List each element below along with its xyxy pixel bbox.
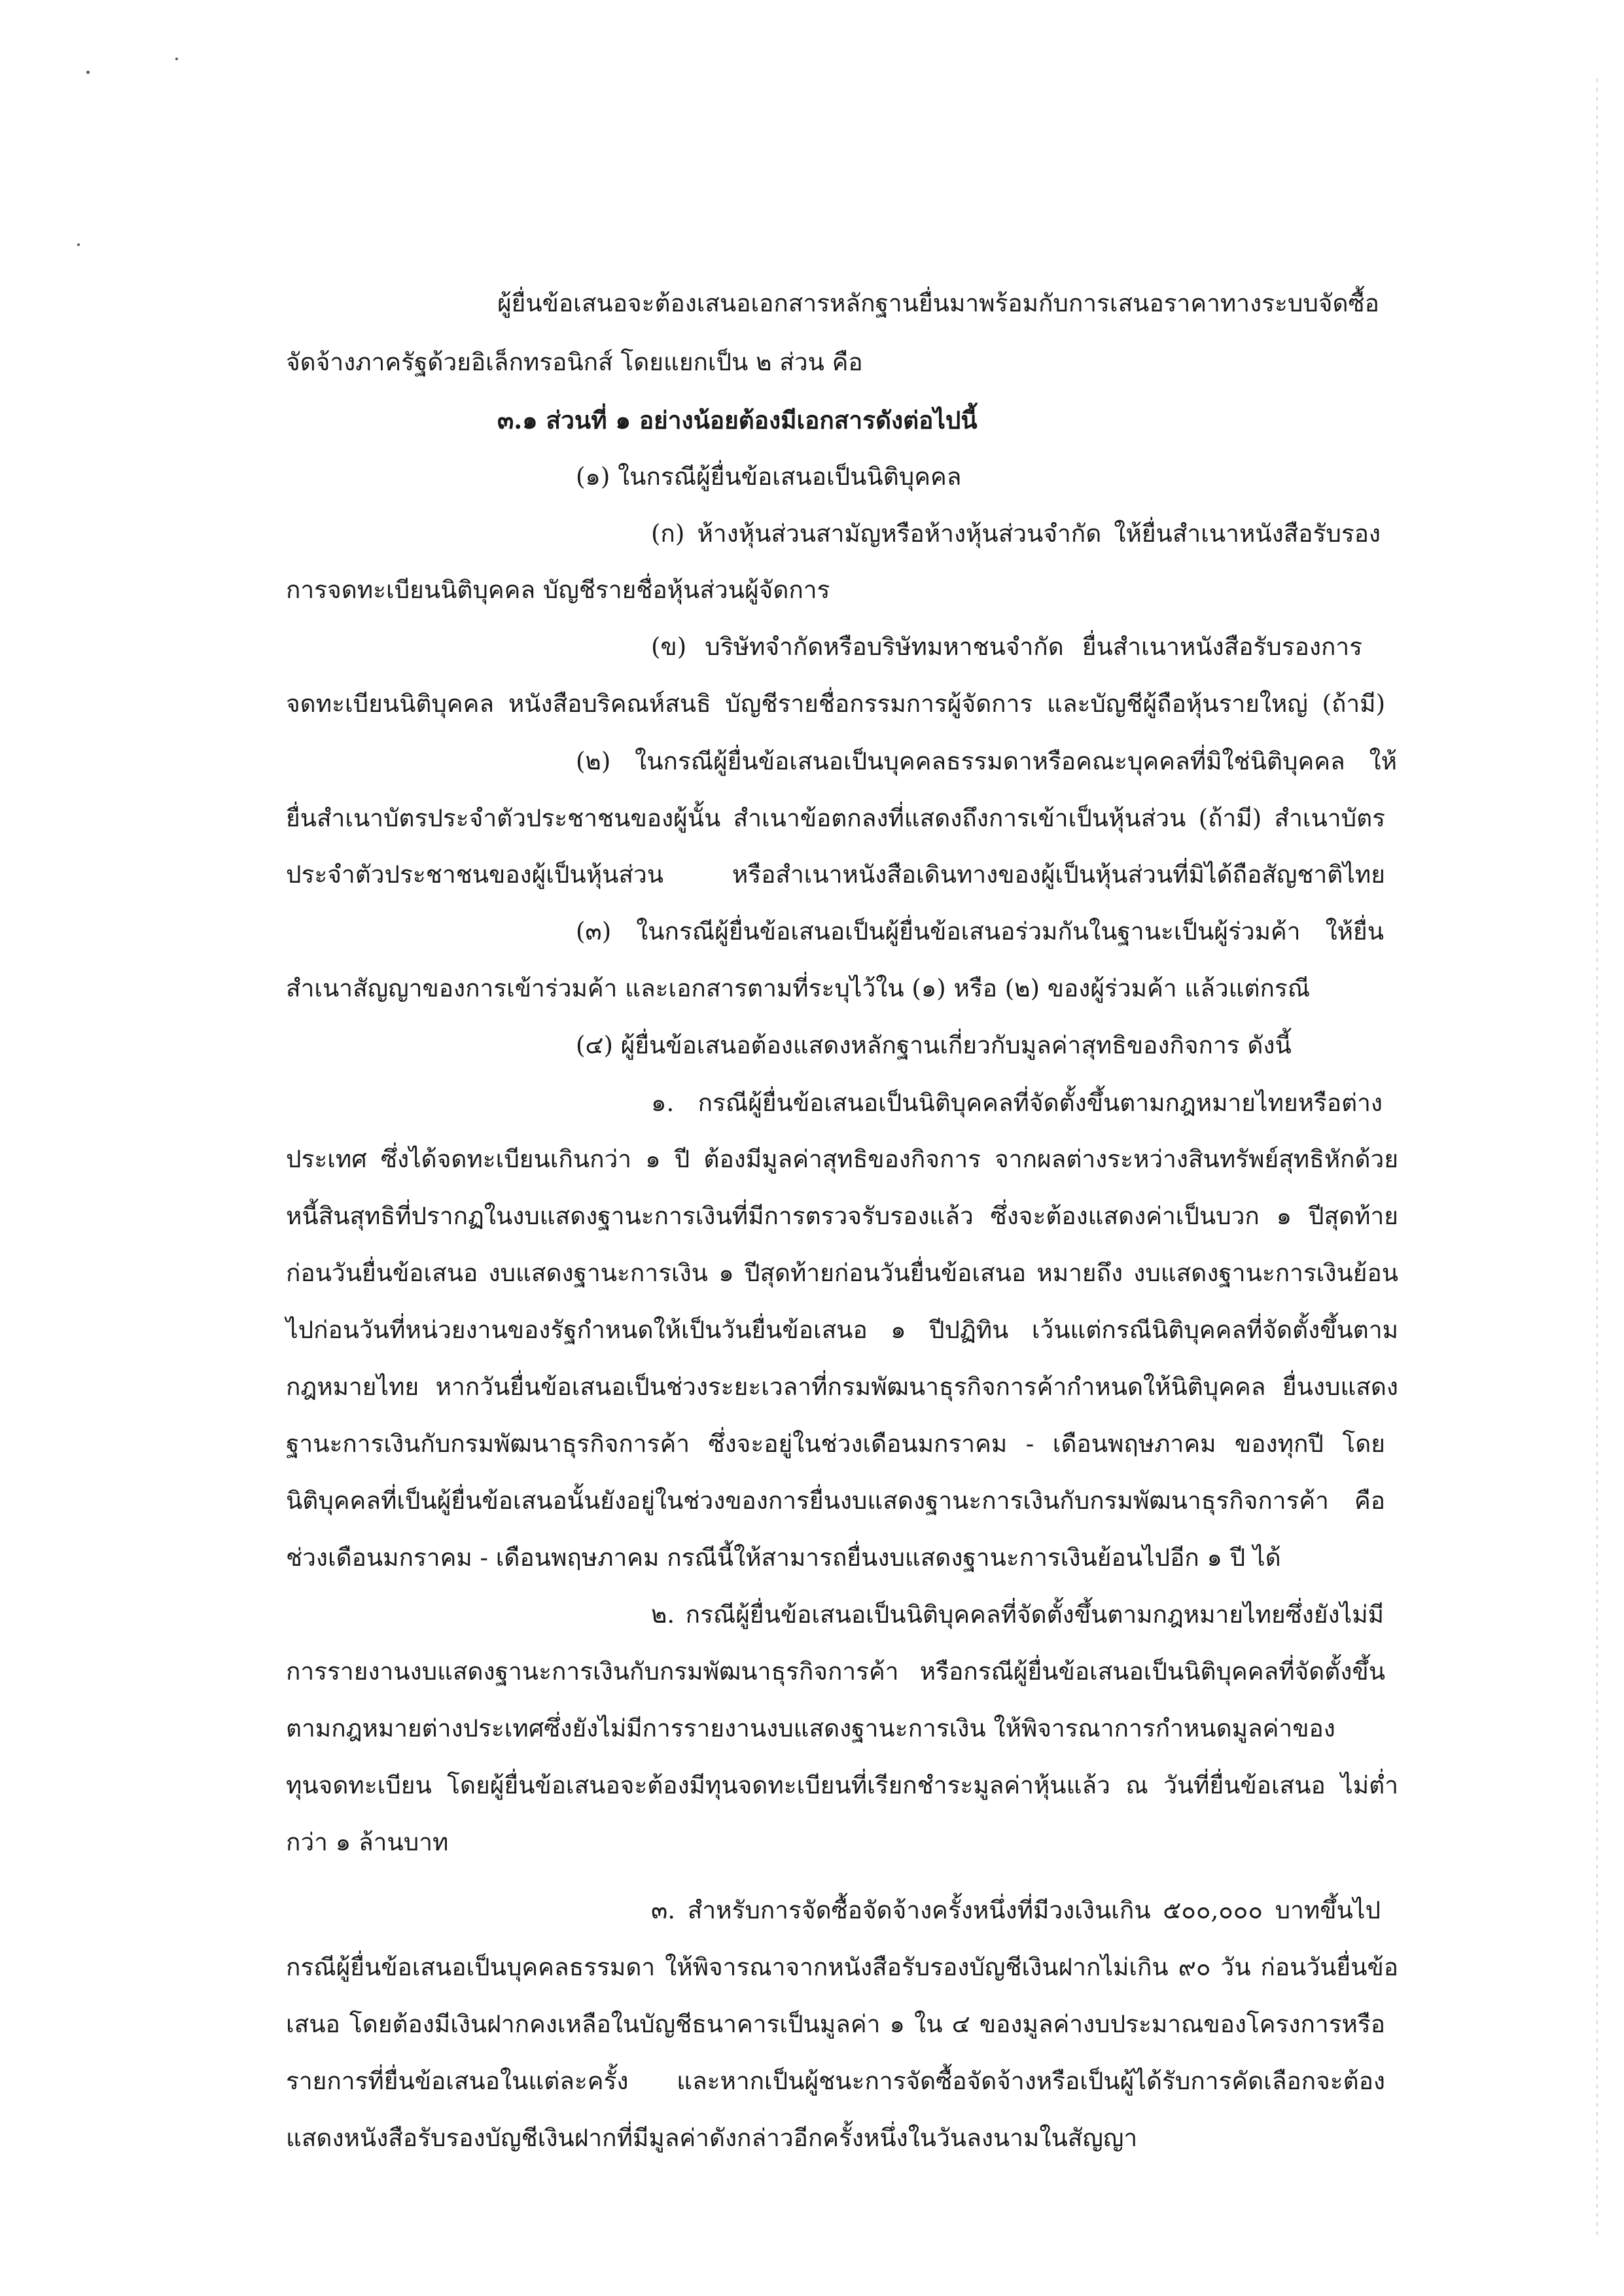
item-3-line-2: สำเนาสัญญาของการเข้าร่วมค้า และเอกสารตามที่ระบุไว้ใน (๑) หรือ (๒) ของผู้ร่วมค้า แล้วแต่กรณี (286, 974, 1311, 1002)
item-4-2-line-2: การรายงานงบแสดงฐานะการเงินกับกรมพัฒนาธุรกิจการค้า หรือกรณีผู้ยื่นข้อเสนอเป็นนิติบุคคลที่จัดตั้งขึ้น (286, 1657, 1385, 1686)
item-4-1-line-8: นิติบุคคลที่เป็นผู้ยื่นข้อเสนอนั้นยังอยู่ในช่วงของการยื่นงบแสดงฐานะการเงินกับกรมพัฒนาธุรกิจการค้า คือ (286, 1487, 1385, 1515)
item-4-heading: (๔) ผู้ยื่นข้อเสนอต้องแสดงหลักฐานเกี่ยวกับมูลค่าสุทธิของกิจการ ดังนี้ (576, 1031, 1292, 1059)
item-1-a-line-1: (ก) ห้างหุ้นส่วนสามัญหรือห้างหุ้นส่วนจำกัด ให้ยื่นสำเนาหนังสือรับรอง (651, 520, 1381, 548)
scan-speck (77, 243, 80, 246)
item-4-3-line-4: รายการที่ยื่นข้อเสนอในแต่ละครั้ง และหากเป็นผู้ชนะการจัดซื้อจัดจ้างหรือเป็นผู้ได้รับการคัดเลือกจะต้อง (286, 2067, 1385, 2095)
item-4-1-line-2: ประเทศ ซึ่งได้จดทะเบียนเกินกว่า ๑ ปี ต้องมีมูลค่าสุทธิของกิจการ จากผลต่างระหว่างสินทรัพย์สุทธิหักด้วย (286, 1145, 1398, 1173)
item-2-line-3: ประจำตัวประชาชนของผู้เป็นหุ้นส่วน หรือสำเนาหนังสือเดินทางของผู้เป็นหุ้นส่วนที่มิได้ถือสัญชาติไทย (286, 860, 1385, 889)
item-4-1-line-1: ๑. กรณีผู้ยื่นข้อเสนอเป็นนิติบุคคลที่จัดตั้งขึ้นตามกฎหมายไทยหรือต่าง (651, 1089, 1383, 1117)
paragraph-intro-line-1: ผู้ยื่นข้อเสนอจะต้องเสนอเอกสารหลักฐานยื่นมาพร้อมกับการเสนอราคาทางระบบจัดซื้อ (497, 289, 1379, 317)
item-4-1-line-7: ฐานะการเงินกับกรมพัฒนาธุรกิจการค้า ซึ่งจะอยู่ในช่วงเดือนมกราคม - เดือนพฤษภาคม ของทุกปี โดย (286, 1430, 1385, 1458)
section-heading-3-1: ๓.๑ ส่วนที่ ๑ อย่างน้อยต้องมีเอกสารดังต่อไปนี้ (497, 406, 978, 434)
item-4-1-line-4: ก่อนวันยื่นข้อเสนอ งบแสดงฐานะการเงิน ๑ ปีสุดท้ายก่อนวันยื่นข้อเสนอ หมายถึง งบแสดงฐานะการเงินย้อน (286, 1259, 1398, 1287)
item-4-3-line-2: กรณีผู้ยื่นข้อเสนอเป็นบุคคลธรรมดา ให้พิจารณาจากหนังสือรับรองบัญชีเงินฝากไม่เกิน ๙๐ วัน ก่อนวันยื่นข้อ (286, 1953, 1398, 1981)
item-4-3-line-3: เสนอ โดยต้องมีเงินฝากคงเหลือในบัญชีธนาคารเป็นมูลค่า ๑ ใน ๔ ของมูลค่างบประมาณของโครงการหรือ (286, 2010, 1385, 2038)
item-4-3-line-5: แสดงหนังสือรับรองบัญชีเงินฝากที่มีมูลค่าดังกล่าวอีกครั้งหนึ่งในวันลงนามในสัญญา (286, 2124, 1138, 2152)
item-2-line-2: ยื่นสำเนาบัตรประจำตัวประชาชนของผู้นั้น สำเนาข้อตกลงที่แสดงถึงการเข้าเป็นหุ้นส่วน (ถ้ามี) สำเนาบัตร (286, 804, 1385, 832)
item-1-heading: (๑) ในกรณีผู้ยื่นข้อเสนอเป็นนิติบุคคล (576, 463, 962, 491)
item-4-3-line-1: ๓. สำหรับการจัดซื้อจัดจ้างครั้งหนึ่งที่มีวงเงินเกิน ๕๐๐,๐๐๐ บาทขึ้นไป (651, 1896, 1381, 1924)
item-1-a-line-2: การจดทะเบียนนิติบุคคล บัญชีรายชื่อหุ้นส่วนผู้จัดการ (286, 576, 830, 604)
item-4-2-line-3: ตามกฎหมายต่างประเทศซึ่งยังไม่มีการรายงานงบแสดงฐานะการเงิน ให้พิจารณาการกำหนดมูลค่าของ (286, 1714, 1335, 1742)
item-4-2-line-1: ๒. กรณีผู้ยื่นข้อเสนอเป็นนิติบุคคลที่จัดตั้งขึ้นตามกฎหมายไทยซึ่งยังไม่มี (651, 1600, 1384, 1629)
scan-speck (175, 58, 178, 60)
scan-speck (86, 71, 90, 74)
item-4-1-line-3: หนี้สินสุทธิที่ปรากฏในงบแสดงฐานะการเงินที่มีการตรวจรับรองแล้ว ซึ่งจะต้องแสดงค่าเป็นบวก ๑ ปีสุดท้าย (286, 1202, 1398, 1230)
item-1-b-line-2: จดทะเบียนนิติบุคคล หนังสือบริคณห์สนธิ บัญชีรายชื่อกรรมการผู้จัดการ และบัญชีผู้ถือหุ้นรายใหญ่ (ถ้ามี) (286, 690, 1385, 718)
item-4-1-line-6: กฎหมายไทย หากวันยื่นข้อเสนอเป็นช่วงระยะเวลาที่กรมพัฒนาธุรกิจการค้ากำหนดให้นิติบุคคล ยื่นงบแสดง (286, 1373, 1398, 1401)
item-4-2-line-4: ทุนจดทะเบียน โดยผู้ยื่นข้อเสนอจะต้องมีทุนจดทะเบียนที่เรียกชำระมูลค่าหุ้นแล้ว ณ วันที่ยื่นข้อเสนอ ไม่ต่ำ (286, 1771, 1398, 1799)
item-4-1-line-9: ช่วงเดือนมกราคม - เดือนพฤษภาคม กรณีนี้ให้สามารถยื่นงบแสดงฐานะการเงินย้อนไปอีก ๑ ปี ได้ (286, 1544, 1281, 1572)
item-4-2-line-5: กว่า ๑ ล้านบาท (286, 1828, 449, 1856)
item-1-b-line-1: (ข) บริษัทจำกัดหรือบริษัทมหาชนจำกัด ยื่นสำเนาหนังสือรับรองการ (651, 633, 1362, 661)
item-2-line-1: (๒) ในกรณีผู้ยื่นข้อเสนอเป็นบุคคลธรรมดาหรือคณะบุคคลที่มิใช่นิติบุคคล ให้ (576, 747, 1397, 775)
item-3-line-1: (๓) ในกรณีผู้ยื่นข้อเสนอเป็นผู้ยื่นข้อเสนอร่วมกันในฐานะเป็นผู้ร่วมค้า ให้ยื่น (576, 917, 1384, 945)
paragraph-intro-line-2: จัดจ้างภาครัฐด้วยอิเล็กทรอนิกส์ โดยแยกเป็น ๒ ส่วน คือ (286, 348, 863, 376)
item-4-1-line-5: ไปก่อนวันที่หน่วยงานของรัฐกำหนดให้เป็นวันยื่นข้อเสนอ ๑ ปีปฏิทิน เว้นแต่กรณีนิติบุคคลที่จัดตั้งขึ้นตาม (286, 1316, 1398, 1344)
scan-edge-artifact (1597, 79, 1598, 2238)
